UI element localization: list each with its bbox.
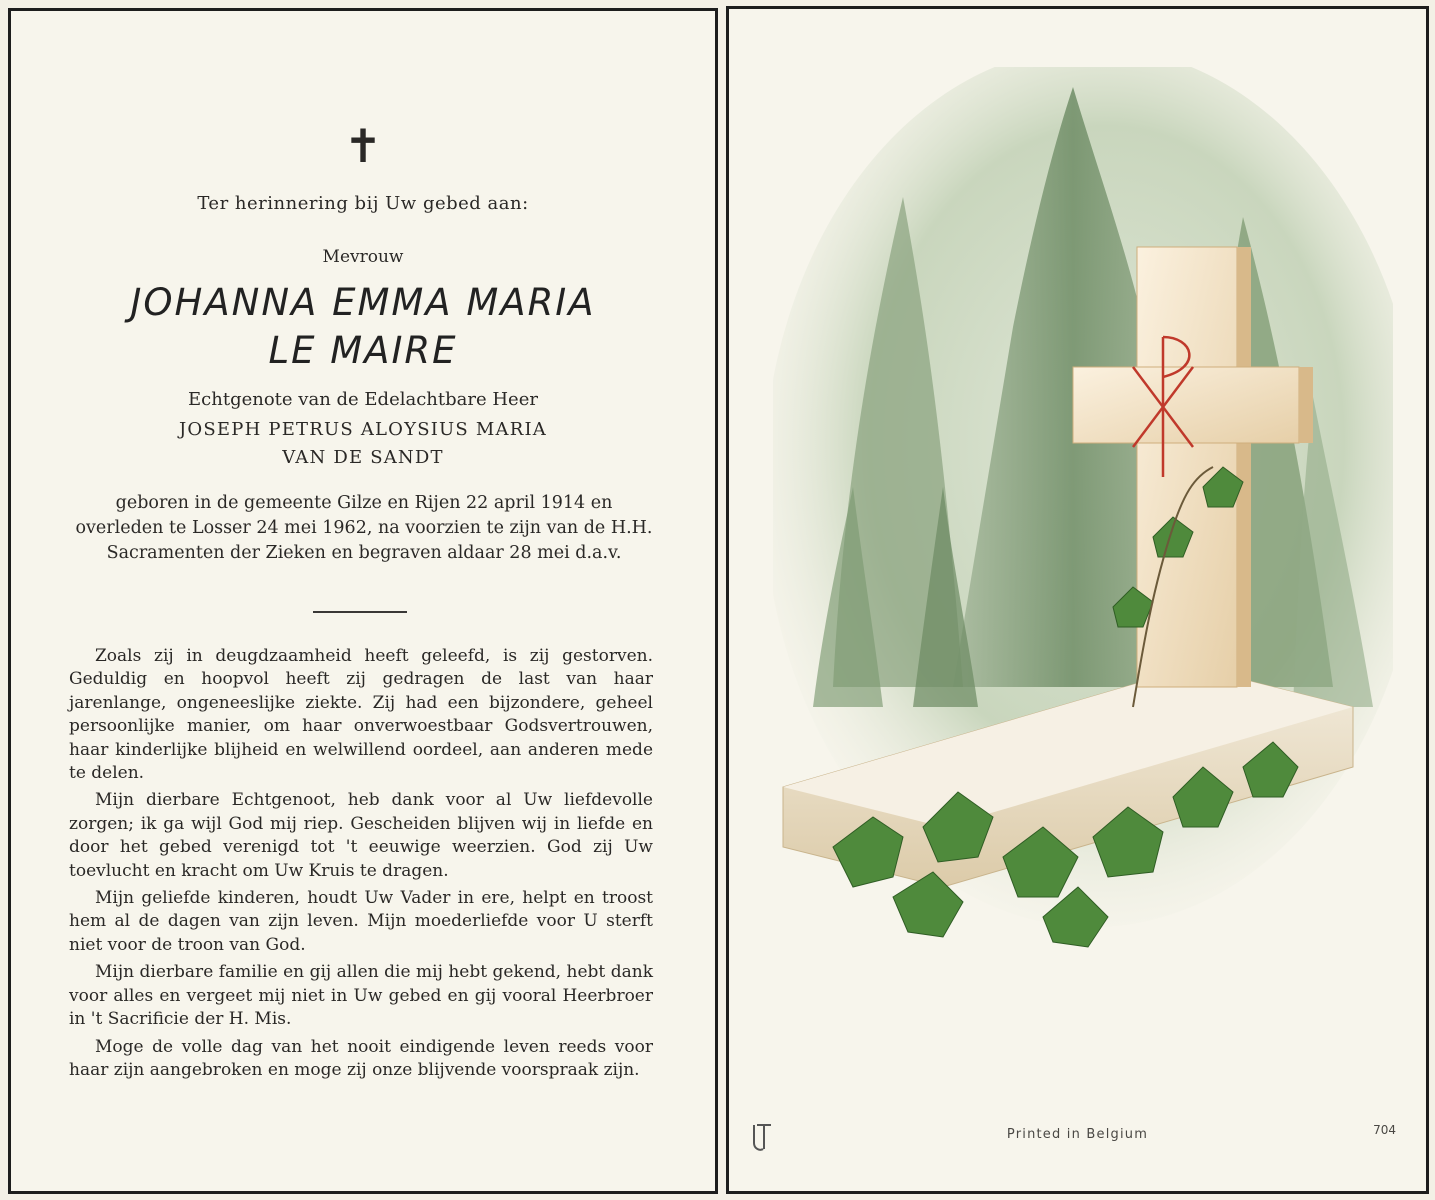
honorific: Mevrouw (322, 247, 404, 267)
paragraph-1: Zoals zij in deugdzaamheid heeft geleefd, is zij gestorven. Geduldig en hoopvol heeft zij gedragen de last van haar jarenlange, ongeneeslijke ziekte. Zij had een bijzondere, geheel persoonlijke manier, om haar onverwoestbaar Godsvertrouwen, haar kinderlijke blijheid en welwillend oordeel, aan anderen mede te delen. (69, 646, 653, 784)
printed-in-label: Printed in Belgium (1006, 1127, 1149, 1142)
spouse-name-line2: VAN DE SANDT (282, 447, 444, 468)
prayer-card-text-side (8, 8, 718, 1194)
memorial-text (69, 645, 653, 1086)
paragraph-3: Mijn geliefde kinderen, houdt Uw Vader in ere, helpt en troost hem al de dagen van zijn leven. Mijn moederliefde voor U sterft niet voor de troon van God. (69, 888, 653, 955)
paragraph-4: Mijn dierbare familie en gij allen die mij hebt gekend, hebt dank voor alles en vergeet mij niet in Uw gebed en gij vooral Heerbroer in 't Sacrificie der H. Mis. (69, 962, 653, 1030)
spouse-name-line1: JOSEPH PETRUS ALOYSIUS MARIA (179, 419, 547, 440)
prayer-card-image-side (726, 6, 1429, 1194)
deceased-name-line2: LE MAIRE (268, 329, 458, 372)
cross-icon: ✝ (343, 119, 383, 173)
deceased-name-line1: JOHANNA EMMA MARIA (130, 281, 596, 324)
intro-line: Ter herinnering bij Uw gebed aan: (197, 193, 529, 214)
paragraph-5: Moge de volle dag van het nooit eindigende leven reeds voor haar zijn aangebroken en moge zij onze blijvende voorspraak zijn. (69, 1036, 653, 1080)
divider (313, 611, 407, 613)
biography: geboren in de gemeente Gilze en Rijen 22 april 1914 en overleden te Losser 24 mei 1962, na voorzien te zijn van de H.H. Sacramenten der Zieken en begraven aldaar 28 mei d.a.v. (75, 493, 653, 563)
catalog-number: 704 (1373, 1123, 1396, 1137)
paragraph-2: Mijn dierbare Echtgenoot, heb dank voor al Uw liefdevolle zorgen; ik ga wijl God mij riep. Gescheiden blijven wij in liefde en door het gebed verenigd tot 't eeuwige weerzien. God zij Uw toevlucht en kracht om Uw Kruis te dragen. (69, 790, 653, 881)
cross-grave-illustration (773, 67, 1393, 967)
spouse-title: Echtgenote van de Edelachtbare Heer (188, 389, 538, 410)
